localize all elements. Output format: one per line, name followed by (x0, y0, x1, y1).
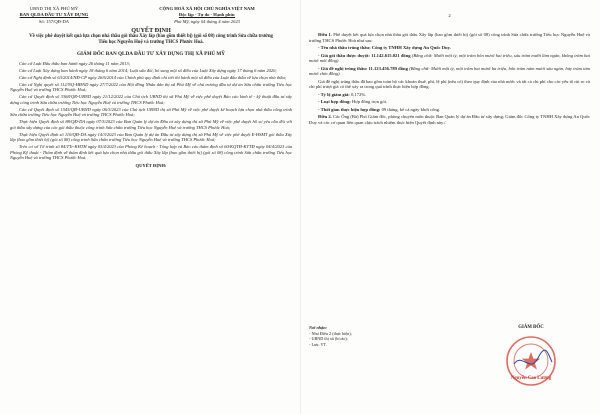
contract-type-label: - Loại hợp đồng: (318, 99, 351, 104)
bid-price-words: (Bằng chữ: Mười một tỷ, một trăm bốn mươi hai triệu, sáu trăm mười lăm ngàn, không trăm hai mươi mốt đồng). (309, 52, 590, 63)
article-2 (309, 114, 590, 125)
basis-paragraph: Căn cứ Quyết định số 1545/QĐ-UBND ngày 06/3/2023 của Chủ tịch UBND thị xã Phú Mỹ về việc phê duyệt kế hoạch lựa chọn nhà thầu công trình Sửa chữa trường Tiểu học Nguyễn Huệ và trường THCS Phước Hoà; (10, 106, 292, 118)
decides-heading: QUYẾT ĐỊNH: (135, 162, 167, 168)
agency-line2: BAN QLDA ĐẦU TƯ XÂY DỰNG (19, 11, 89, 17)
basis-paragraph: Thực hiện Quyết định số 88/QĐ-DA ngày 07/3/2023 của Ban Quản lý dự án Đầu tư xây dựng thị xã Phú Mỹ về việc phê duyệt hồ sơ yêu cầu đối với gói thầu xây dựng của các gói thầu thuộc công trình Sửa chữa trường Tiểu học Nguyễn Huệ và trường THCS Phước Hoà; (10, 119, 292, 130)
basis-paragraph: Căn cứ Luật Xây dựng ban hành ngày 18 tháng 6 năm 2014; Luật sửa đổi, bổ sung một số điều của Luật Xây dựng ngày 17 tháng 6 năm 2020; (19, 67, 277, 73)
nation-line2: Độc lập - Tự do - Hạnh phúc (178, 11, 236, 17)
basis-paragraph: Căn cứ Quyết định số 3368/QĐ-UBND ngày 21/12/2022 của Chủ tịch UBND thị xã Phú Mỹ về việc phê duyệt Báo cáo kinh tế - kỹ thuật đầu tư xây dựng công trình Sửa chữa trường Tiểu học Nguyễn Huệ và trường THCS Phước Hoà; (10, 94, 292, 105)
duration-line (309, 107, 590, 113)
contractor-value: Công ty TNHH Xây dựng An Quốc Duy. (371, 45, 451, 50)
agency-block (10, 6, 98, 25)
recipient-item: - Lưu: VT. (309, 341, 327, 347)
legal-bases (10, 61, 292, 161)
winning-price-label: - Giá đề nghị trúng thầu: (318, 65, 368, 71)
duration-value: 09 tháng, kể cả ngày khởi công. (381, 106, 441, 112)
contractor-line (309, 45, 590, 51)
document-header (10, 6, 292, 25)
winning-price-line (309, 66, 590, 77)
place-date: Phú Mỹ, ngày 04 tháng 4 năm 2023 (174, 19, 240, 25)
winning-price-words: (Bằng chữ: Mười một tỷ, một trăm hai mươi ba triệu, bốn trăm năm mươi sáu ngàn, bảy trăm tám mươi chín đồng). (309, 65, 590, 76)
discount-value: 0,172%. (350, 91, 367, 97)
decision-page-2 (300, 0, 600, 414)
document-type: QUYẾT ĐỊNH (131, 26, 171, 34)
basis-paragraph: Căn cứ Luật Đấu thầu ban hành ngày 26 tháng 11 năm 2013; (19, 60, 131, 66)
basis-paragraph: Căn cứ Nghị quyết số 112/NQ-HĐND ngày 27/7/2022 của Hội đồng Nhân dân thị xã Phú Mỹ về chủ trương đầu tư dự án Sửa chữa trường Tiểu học Nguyễn Huệ và trường THCS Phước Hoà; (10, 81, 292, 93)
nation-block (122, 6, 292, 25)
recipients-block (309, 325, 352, 347)
basis-paragraph: Căn cứ Nghị định số 63/2014/NĐ-CP ngày 26/6/2014 của Chính phủ quy định chi tiết thi hành một số điều của Luật đấu thầu về lựa chọn nhà thầu; (19, 74, 287, 80)
basis-paragraph: Thực hiện Quyết định số 110/QĐ-DA ngày 14/3/2023 của Ban Quản lý dự án Đầu tư xây dựng thị xã Phú Mỹ về việc phê duyệt E-HSMT gói thầu Xây lắp (bao gồm thiết bị) (gói số 08) công trình Sửa chữa trường Tiểu học Nguyễn Huệ và trường THCS Phước Hoà; (10, 131, 292, 143)
signer-title: GIÁM ĐỐC (518, 325, 544, 330)
contractor-label: - Tên nhà thầu trúng thầu: (318, 45, 371, 50)
recipient-item: - UBND thị xã (b/cáo); (309, 336, 348, 342)
inclusive-note: Giá đề nghị trúng thầu đã bao gồm toàn bộ các khoản thuế, phí, lệ phí (nếu có) theo quy định của nhà nước và tất cả chi phí cho các yếu tố rủi ro và chi phí trượt giá có thể xảy ra trong quá trình thực hiện hợp đồng. (309, 78, 590, 89)
bid-price-line (309, 53, 590, 64)
winning-price-value: 11.123.456.789 đồng (368, 65, 408, 71)
discount-label: - Tỷ lệ giảm giá: (318, 91, 350, 97)
recipient-item: - Như Điều 2 (thực hiện); (309, 330, 352, 336)
recipients-title: Nơi nhận: (309, 325, 327, 330)
nation-line1: CỘNG HOÀ XÃ HỘI CHỦ NGHĨA VIỆT NAM (159, 6, 255, 11)
article-1-label: Điều 1. (318, 32, 332, 37)
article-1-text: Phê duyệt kết quả lựa chọn nhà thầu gói thầu Xây lắp (bao gồm thiết bị) (gói số 08) công trình Sửa chữa trường Tiểu học Nguyễn Huệ và trường THCS Phước Hoà như sau: (309, 32, 591, 43)
page-number: 2 (448, 13, 451, 18)
contract-type-value: Hợp đồng trọn gói. (351, 99, 388, 104)
signer-name: Nguyễn Cao Lương (510, 376, 552, 381)
agency-line1: UBND THỊ XÃ PHÚ MỸ (29, 6, 79, 11)
official-stamp-icon (504, 334, 558, 388)
document-subject: Về việc phê duyệt kết quả lựa chọn nhà thầu gói thầu Xây lắp (bao gồm thiết bị) (gói số 08) công trình Sửa chữa trường Tiểu học Nguyễn Huệ và trường THCS Phước Hoà. (29, 33, 273, 45)
basis-paragraph: Trên cơ sở Tờ trình số 84/TTr-KHTH ngày 03/4/2023 của Phòng Kế hoạch - Tổng hợp và Báo cáo thẩm định số 60/KQTĐ-KTTĐ ngày 04/4/2023 của Phòng Kỹ thuật - Thẩm định về thẩm định kết quả lựa chọn nhà thầu gói thầu Xây lắp (bao gồm thiết bị) (gói số 08) công trình Sửa chữa trường Tiểu học Nguyễn Huệ và trường THCS Phước Hoà. (10, 144, 292, 161)
contract-type-line (309, 99, 590, 105)
article-2-text: Các Ông (Bà) Phó Giám đốc, phòng chuyên môn thuộc Ban Quản lý dự án Đầu tư xây dựng; Giám đốc Công ty TNHH Xây dựng An Quốc Duy và các cơ quan liên quan chịu trách nhiệm thực hiện Quyết định này./. (309, 114, 590, 125)
duration-label: - Thời gian thực hiện hợp đồng: (318, 106, 381, 112)
signature-block (481, 325, 581, 381)
article-1 (309, 32, 590, 43)
issuing-authority: GIÁM ĐỐC BAN QLDA ĐẦU TƯ XÂY DỰNG THỊ XÃ PHÚ MỸ (76, 50, 226, 57)
discount-line (309, 92, 590, 98)
article-2-label: Điều 2. (318, 114, 332, 119)
document-number: Số: 157/QĐ-DA (38, 19, 70, 25)
bid-price-value: 11.142.615.021 đồng (371, 52, 411, 58)
bid-price-label: - Giá gói thầu được duyệt: (318, 52, 370, 58)
